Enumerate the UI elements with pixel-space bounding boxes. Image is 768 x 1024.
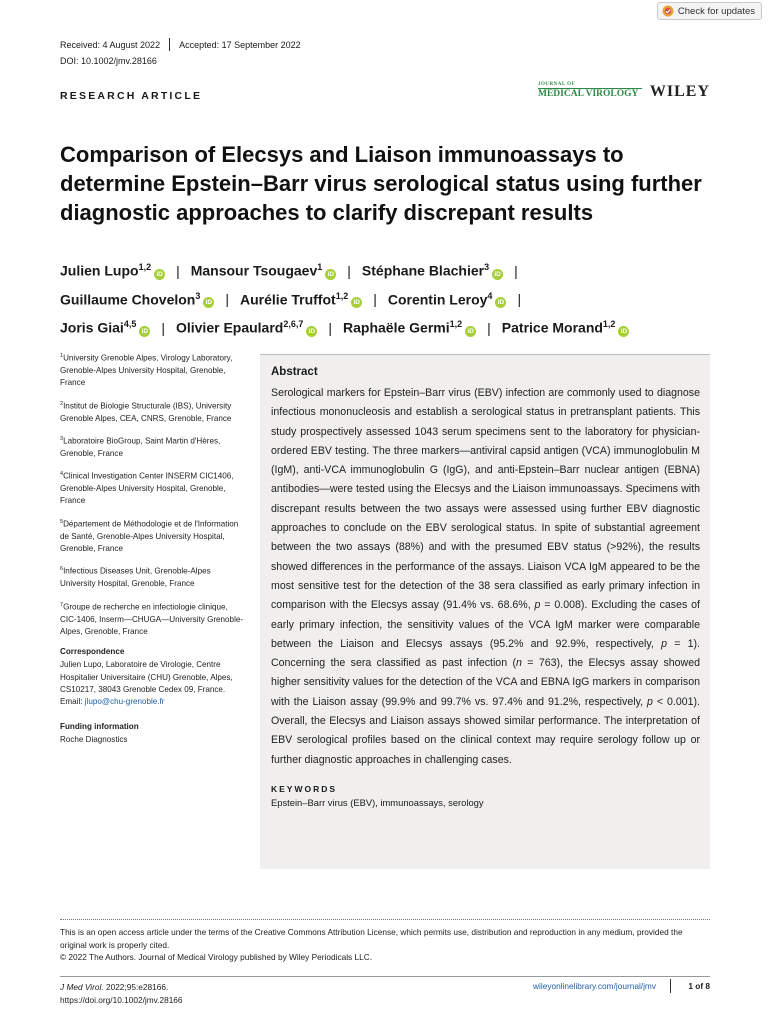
author-name[interactable]: Mansour Tsougaev — [190, 262, 318, 279]
abstract-box — [260, 354, 710, 869]
author-list — [60, 255, 720, 341]
affiliation-item — [60, 563, 246, 590]
orcid-icon[interactable]: iD — [203, 297, 214, 308]
funding-block — [60, 721, 246, 747]
keywords-heading: KEYWORDS — [271, 783, 338, 794]
author-name[interactable]: Patrice Morand — [501, 319, 603, 336]
author-separator: | — [328, 319, 333, 336]
orcid-icon[interactable]: iD — [495, 297, 506, 308]
affiliation-text: Laboratoire BioGroup, Saint Martin d'Hères, Grenoble, France — [60, 436, 221, 458]
affiliation-text: Groupe de recherche en infectiologie clinique, CIC-1406, Inserm—CHUGA—University Grenoble-Alpes, Grenoble, France — [60, 602, 244, 636]
date-divider — [169, 38, 170, 51]
author-name[interactable]: Aurélie Truffot — [240, 291, 336, 308]
funding-heading: Funding information — [60, 721, 139, 731]
doi: DOI: 10.1002/jmv.28166 — [60, 56, 157, 66]
affiliation-text: Institut de Biologie Structurale (IBS), University Grenoble Alpes, CEA, CNRS, Grenoble, France — [60, 401, 232, 423]
author-separator: | — [176, 262, 180, 279]
author-separator: | — [517, 291, 522, 308]
orcid-icon[interactable]: iD — [618, 326, 629, 337]
license-notice — [60, 926, 710, 964]
author-separator: | — [514, 262, 518, 279]
author-name[interactable]: Joris Giai — [60, 319, 124, 336]
affiliation-text: Infectious Diseases Unit, Grenoble-Alpes University Hospital, Grenoble, France — [60, 566, 211, 589]
author-separator: | — [373, 291, 377, 308]
funding-text: Roche Diagnostics — [60, 734, 128, 744]
author-affiliation-number: 1,2 — [335, 290, 349, 301]
affiliation-item — [60, 398, 246, 425]
author-separator: | — [487, 319, 491, 336]
article-sidebar — [60, 350, 246, 758]
author-affiliation-number: 1,2 — [449, 319, 463, 330]
affiliation-number: 2 — [60, 400, 64, 407]
affiliation-text: Clinical Investigation Center INSERM CIC1406, Grenoble-Alpes University Hospital, Grenoble, France — [60, 471, 234, 506]
author-affiliation-number: 3 — [484, 262, 490, 272]
orcid-icon[interactable]: iD — [325, 269, 336, 280]
affiliation-number: 3 — [60, 435, 64, 442]
footer-divider — [60, 919, 710, 920]
affiliation-item — [60, 433, 246, 460]
orcid-icon[interactable]: iD — [351, 297, 362, 308]
affiliation-item — [60, 468, 246, 508]
author-affiliation-number: 1,2 — [602, 319, 616, 330]
page-number: 1 of 8 — [688, 981, 710, 991]
journal-logo-name: MEDICAL VIROLOGY — [538, 89, 639, 99]
accepted-date: Accepted: 17 September 2022 — [179, 39, 301, 50]
correspondence-email — [60, 696, 246, 708]
author-name[interactable]: Guillaume Chovelon — [60, 291, 196, 308]
affiliation-item — [60, 350, 246, 390]
check-updates-icon — [662, 5, 674, 17]
received-date: Received: 4 August 2022 — [60, 39, 161, 50]
orcid-icon[interactable]: iD — [139, 326, 150, 337]
author-name[interactable]: Julien Lupo — [60, 262, 139, 279]
doi-link[interactable]: https://doi.org/10.1002/jmv.28166 — [60, 994, 183, 1005]
affiliation-item — [60, 599, 246, 639]
author-name[interactable]: Stéphane Blachier — [361, 262, 485, 279]
copyright-text: © 2022 The Authors. Journal of Medical Virology published by Wiley Periodicals LLC. — [60, 952, 373, 962]
orcid-icon[interactable]: iD — [465, 326, 476, 337]
author-affiliation-number: 4 — [487, 290, 493, 301]
author-name[interactable]: Corentin Leroy — [387, 291, 488, 308]
affiliation-number: 5 — [60, 518, 64, 525]
affiliation-text: Département de Méthodologie et de l'Information de Santé, Grenoble-Alpes University Hospital, Grenoble, France — [60, 519, 239, 553]
citation-block — [60, 981, 183, 1006]
journal-citation: J Med Virol. 2022;95:e28166. — [60, 982, 169, 992]
author-separator: | — [161, 319, 165, 336]
author-affiliation-number: 1,2 — [138, 262, 152, 272]
abstract-heading: Abstract — [271, 366, 318, 378]
check-updates-label: Check for updates — [677, 5, 755, 17]
abstract-text: Serological markers for Epstein–Barr virus (EBV) infection are commonly used to diagnose infectious mononucleosis and establish a serological status in pretransplant patients. This study prospectively assessed 1043 serum specimens sent to the laboratory for physician-ordered EBV testing. The three markers—antiviral capsid antigen (VCA) immunoglobulin M (IgM), anti-VCA immunoglobulin G (IgG), and anti-Epstein–Barr nuclear antigen (EBNA) antibodies—were tested using the Elecsys and the Liaison immunoassays. Specimens with discrepant results between the two assays were assessed using further EBV diagnostic approaches to conclude on the EBV serological status. In spite of substantial agreement between the two assays (88%) and with the presumed EBV status (>92%), the results showed differences in the performance of the assays. Liaison VCA IgM appeared to be the most sensitive test for the detection of the 38 sera classified as early primary infection in comparison with the Elecsys assay (91.4% vs. 68.6%, p = 0.008). Excluding the cases of early primary infection, the sensitivity values of the VCA IgM marker were comparable between the Liaison and Elecsys assays (95.2% and 92.9%, respectively, p = 1). Concerning the sera classified as past infection (n = 763), the Elecsys assay showed higher sensitivity values for the detection of the VCA and EBNA IgG markers in comparison with the Liaison assay (99.9% and 99.7% vs. 97.4% and 91.2%, respectively, p < 0.001). Overall, the Elecsys and Liaison assays showed similar performance. The interpretation of EBV serological profiles based on the clinical context may require serology follow up or further diagnostic approaches in challenging cases. — [271, 387, 701, 766]
affiliation-number: 4 — [60, 471, 64, 478]
check-for-updates-button[interactable] — [657, 2, 762, 20]
correspondence-text: Julien Lupo, Laboratoire de Virologie, Centre Hospitalier Universitaire (CHU) Grenoble, Alpes, CS10217, 38043 Grenoble Cedex 09, France. — [60, 660, 233, 695]
article-title: Comparison of Elecsys and Liaison immunoassays to determine Epstein–Barr virus serological status using further diagnostic approaches to clarify discrepant results — [60, 142, 702, 225]
affiliation-number: 7 — [60, 601, 64, 608]
journal-site-link[interactable]: wileyonlinelibrary.com/journal/jmv — [533, 981, 656, 991]
author-affiliation-number: 1 — [317, 262, 323, 272]
correspondence-heading: Correspondence — [60, 647, 125, 657]
orcid-icon[interactable]: iD — [492, 269, 503, 280]
publisher-logo: WILEY — [649, 83, 710, 100]
author-affiliation-number: 3 — [195, 290, 201, 301]
author-affiliation-number: 4,5 — [123, 319, 137, 330]
affiliation-number: 1 — [60, 353, 64, 359]
affiliations — [60, 350, 246, 638]
keywords-text: Epstein–Barr virus (EBV), immunoassays, serology — [271, 796, 484, 808]
footer-rule — [60, 976, 710, 977]
affiliation-text: University Grenoble Alpes, Virology Laboratory, Grenoble-Alpes University Hospital, Grenoble, France — [60, 353, 233, 388]
author-affiliation-number: 2,6,7 — [283, 319, 304, 330]
orcid-icon[interactable]: iD — [306, 326, 317, 337]
article-dates — [60, 38, 301, 51]
email-label: Email: — [60, 697, 85, 707]
affiliation-item — [60, 516, 246, 556]
article-type: RESEARCH ARTICLE — [60, 90, 203, 102]
author-separator: | — [225, 291, 230, 308]
email-link[interactable]: jlupo@chu-grenoble.fr — [84, 697, 165, 707]
orcid-icon[interactable]: iD — [154, 269, 165, 280]
journal-logo — [538, 82, 710, 106]
author-name[interactable]: Olivier Epaulard — [175, 319, 284, 336]
author-name[interactable]: Raphaële Germi — [343, 319, 450, 336]
correspondence-block — [60, 646, 246, 708]
license-text: This is an open access article under the terms of the Creative Commons Attribution License, which permits use, distribution and reproduction in any medium, provided the original work is properly cited. — [60, 927, 683, 950]
affiliation-number: 6 — [60, 566, 64, 573]
page-number-divider — [670, 979, 671, 993]
author-separator: | — [347, 262, 351, 279]
journal-logo-prefix: JOURNAL OF — [538, 82, 576, 87]
